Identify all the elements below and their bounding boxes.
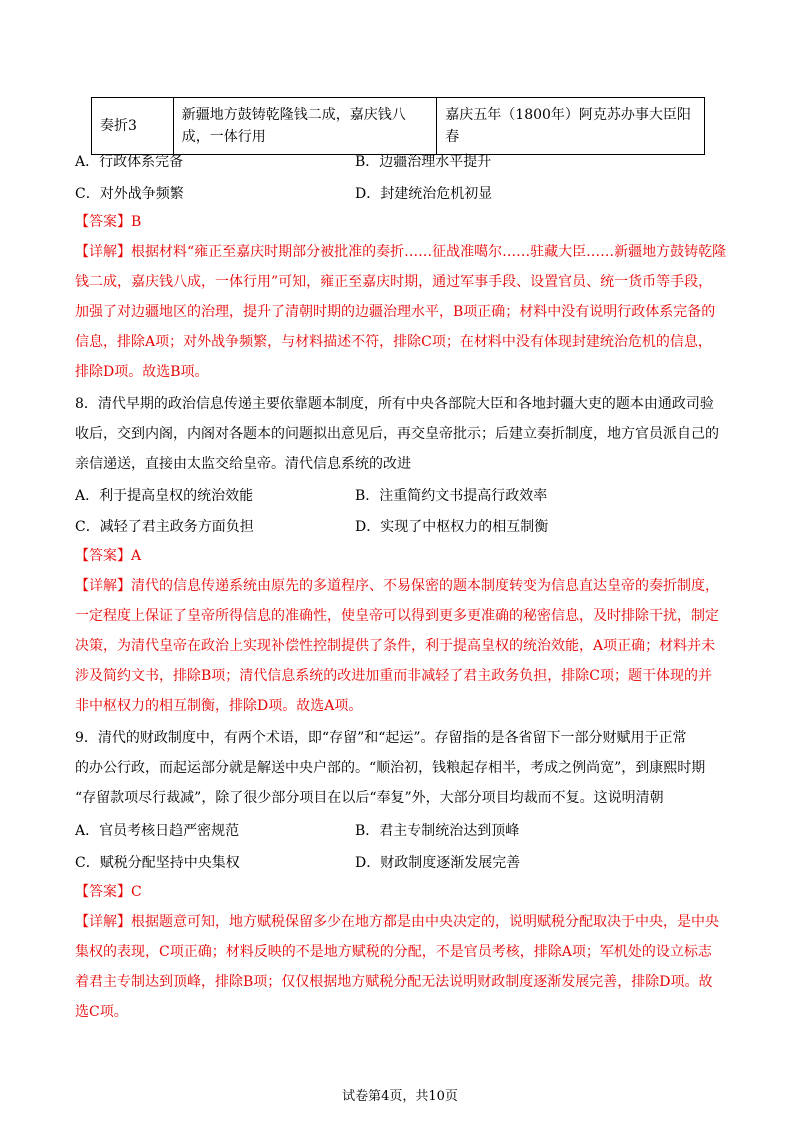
q7-option-b: B．边疆治理水平提升 (355, 154, 492, 170)
q8-detail-line: 非中枢权力的相互制衡，排除D项。故选A项。 (75, 698, 363, 714)
q7-detail-line: 钱二成，嘉庆钱八成，一体行用”可知，雍正至嘉庆时期，通过军事手段、设置官员、统一货币等手段， (75, 274, 713, 290)
q7-option-c: C．对外战争频繁 (75, 186, 184, 202)
q8-option-b: B．注重简约文书提高行政效率 (355, 488, 548, 504)
material-table (91, 97, 705, 155)
q8-option-d: D．实现了中枢权力的相互制衡 (355, 519, 549, 535)
q9-option-b: B．君主专制统治达到顶峰 (355, 823, 520, 839)
q8-option-c: C．减轻了君主政务方面负担 (75, 519, 254, 535)
q9-option-c: C．赋税分配坚持中央集权 (75, 855, 240, 871)
q9-stem-line: 9．清代的财政制度中，有两个术语，即“存留”和“起运”。存留指的是各省留下一部分财赋用于正常 (75, 730, 687, 746)
table-cell-source: 嘉庆五年（1800年）阿克苏办事大臣阳春 (437, 98, 705, 155)
q8-detail-line: 涉及简约文书，排除B项；清代信息系统的改进加重而非减轻了君主政务负担，排除C项；题干体现的并 (75, 668, 712, 684)
q7-detail-line: 加强了对边疆地区的治理，提升了清朝时期的边疆治理水平，B项正确；材料中没有说明行政体系完备的 (75, 304, 716, 320)
q9-detail-line: 【详解】根据题意可知，地方赋税保留多少在地方都是由中央决定的，说明赋税分配取决于中央，是中央 (75, 914, 719, 930)
table-cell-content: 新疆地方鼓铸乾隆钱二成，嘉庆钱八成，一体行用 (173, 98, 437, 155)
q7-answer: 【答案】B (75, 214, 142, 230)
q7-option-d: D．封建统治危机初显 (355, 186, 493, 202)
q8-detail-line: 【详解】清代的信息传递系统由原先的多道程序、不易保密的题本制度转变为信息直达皇帝的奏折制度， (75, 578, 719, 594)
q8-option-a: A．利于提高皇权的统治效能 (75, 488, 254, 504)
q8-stem-line: 收后，交到内阁，内阁对各题本的问题拟出意见后，再交皇帝批示；后建立奏折制度，地方官员派自己的 (75, 426, 719, 442)
q8-stem-line: 8．清代早期的政治信息传递主要依靠题本制度，所有中央各部院大臣和各地封疆大吏的题本由通政司验 (75, 396, 714, 412)
q9-stem-line: “存留款项尽行裁减”，除了很少部分项目在以后“奉复”外，大部分项目均裁而不复。这说明清朝 (75, 790, 664, 806)
q9-answer: 【答案】C (75, 884, 142, 900)
q8-detail-line: 一定程度上保证了皇帝所得信息的准确性，使皇帝可以得到更多更准确的秘密信息，及时排除干扰，制定 (75, 608, 719, 624)
q8-answer: 【答案】A (75, 548, 142, 564)
q8-detail-line: 决策，为清代皇帝在政治上实现补偿性控制提供了条件，利于提高皇权的统治效能，A项正确；材料并未 (75, 638, 716, 654)
table-cell-label: 奏折3 (92, 98, 174, 155)
page-footer: 试卷第4页，共10页 (342, 1089, 458, 1104)
q9-option-a: A．官员考核日趋严密规范 (75, 823, 240, 839)
q7-detail-line: 【详解】根据材料“雍正至嘉庆时期部分被批准的奏折……征战准噶尔……驻藏大臣……新疆地方鼓铸乾隆 (75, 244, 727, 260)
q9-option-d: D．财政制度逐渐发展完善 (355, 855, 521, 871)
q9-stem-line: 的办公行政，而起运部分就是解送中央户部的。“顺治初，钱粮起存相半，考成之例尚宽”，到康熙时期 (75, 760, 706, 776)
table-row (92, 98, 705, 155)
q9-detail-line: 着君主专制达到顶峰，排除B项；仅仅根据地方赋税分配无法说明财政制度逐渐发展完善，排除D项。故 (75, 974, 713, 990)
q8-stem-line: 亲信递送，直接由太监交给皇帝。清代信息系统的改进 (75, 456, 411, 472)
q9-detail-line: 集权的表现，C项正确；材料反映的不是地方赋税的分配，不是官员考核，排除A项；军机处的设立标志 (75, 944, 712, 960)
q9-detail-line: 选C项。 (75, 1004, 128, 1020)
q7-detail-line: 排除D项。故选B项。 (75, 364, 209, 380)
q7-option-a: A．行政体系完备 (75, 154, 184, 170)
q7-detail-line: 信息，排除A项；对外战争频繁，与材料描述不符，排除C项；在材料中没有体现封建统治危机的信息， (75, 334, 712, 350)
